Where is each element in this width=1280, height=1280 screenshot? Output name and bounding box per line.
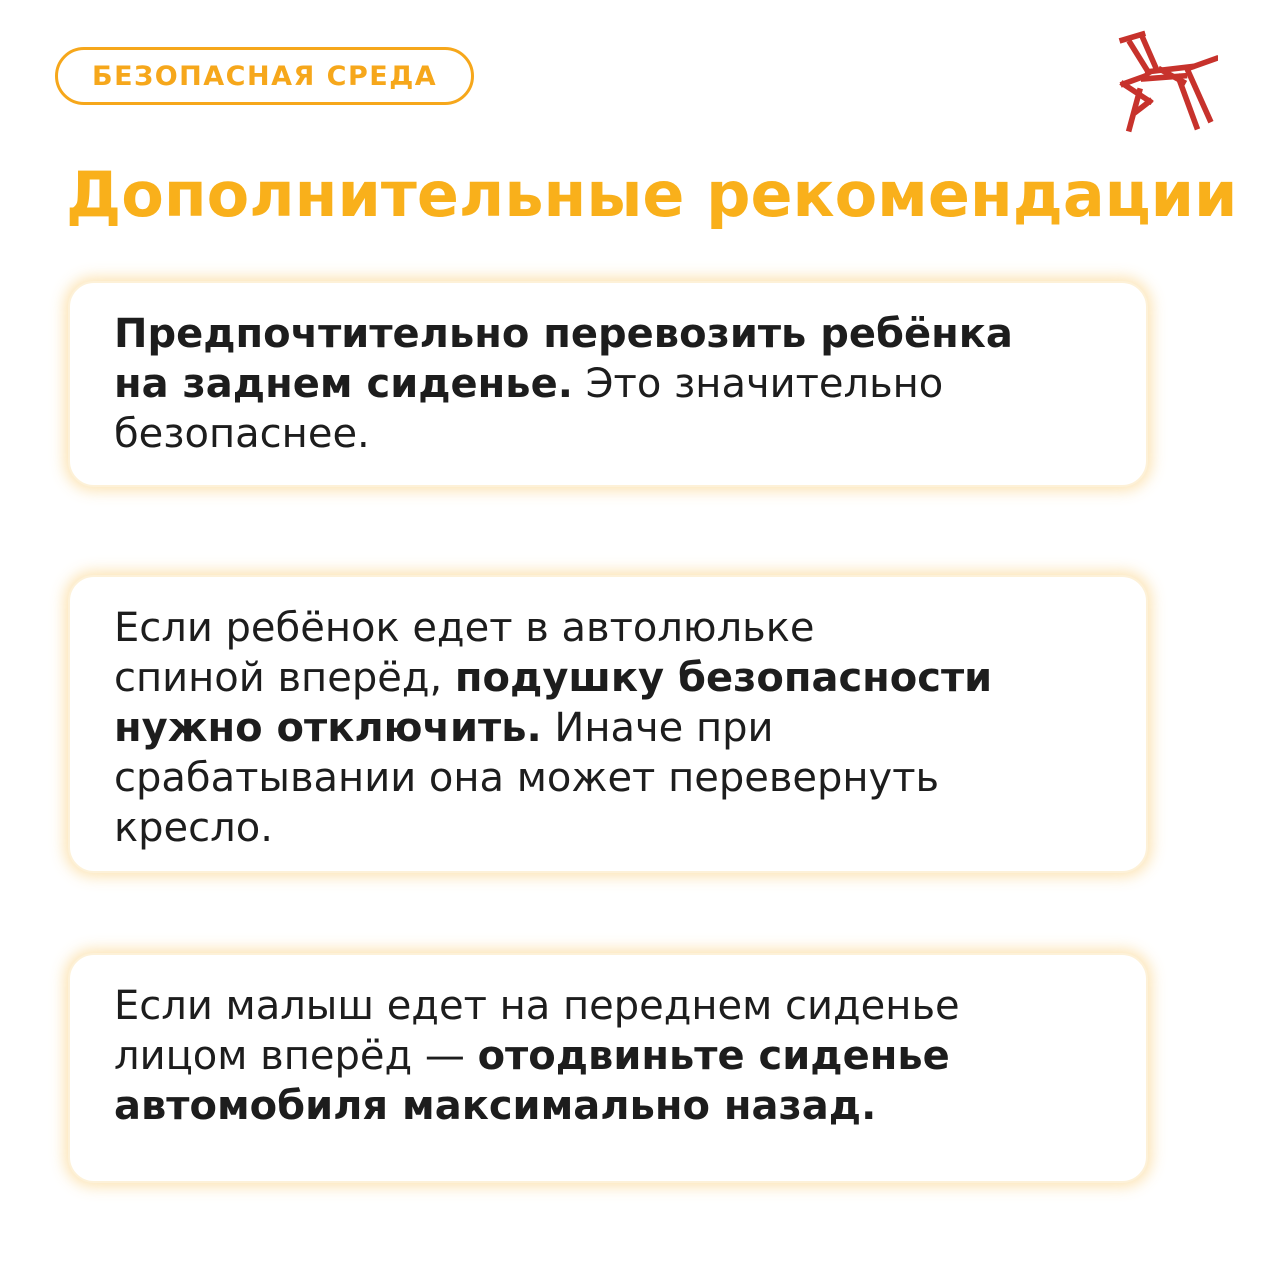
card-text-segment: Иначе при [541,705,774,751]
card-text-segment: лицом вперёд — [114,1033,478,1079]
card-text-segment: срабатывании она может перевернуть [114,755,940,801]
card-text-segment: автомобиля максимально назад. [114,1083,877,1129]
card-text-segment: Если ребёнок едет в автолюльке [114,605,815,651]
card-text-segment: нужно отключить. [114,705,542,751]
horse-icon [1114,30,1218,140]
card-text-segment: спиной вперёд, [114,655,455,701]
recommendation-card [68,281,1148,487]
recommendation-card [68,575,1148,873]
card-text-segment: отодвиньте сиденье [477,1033,950,1079]
recommendation-card [68,953,1148,1183]
page-title: Дополнительные рекомендации [66,158,1238,231]
card-text-segment: Предпочтительно перевозить ребёнка [114,311,1013,357]
brand-badge [55,47,474,105]
card-text-segment: кресло. [114,805,273,851]
card-text-segment: безопаснее. [114,411,370,457]
card-text-segment: Если малыш едет на переднем сиденье [114,983,960,1029]
card-text-segment: на заднем сиденье. [114,361,573,407]
card-text-segment: подушку безопасности [454,655,993,701]
brand-badge-label: БЕЗОПАСНАЯ СРЕДА [92,60,438,92]
card-text-segment: Это значительно [572,361,944,407]
